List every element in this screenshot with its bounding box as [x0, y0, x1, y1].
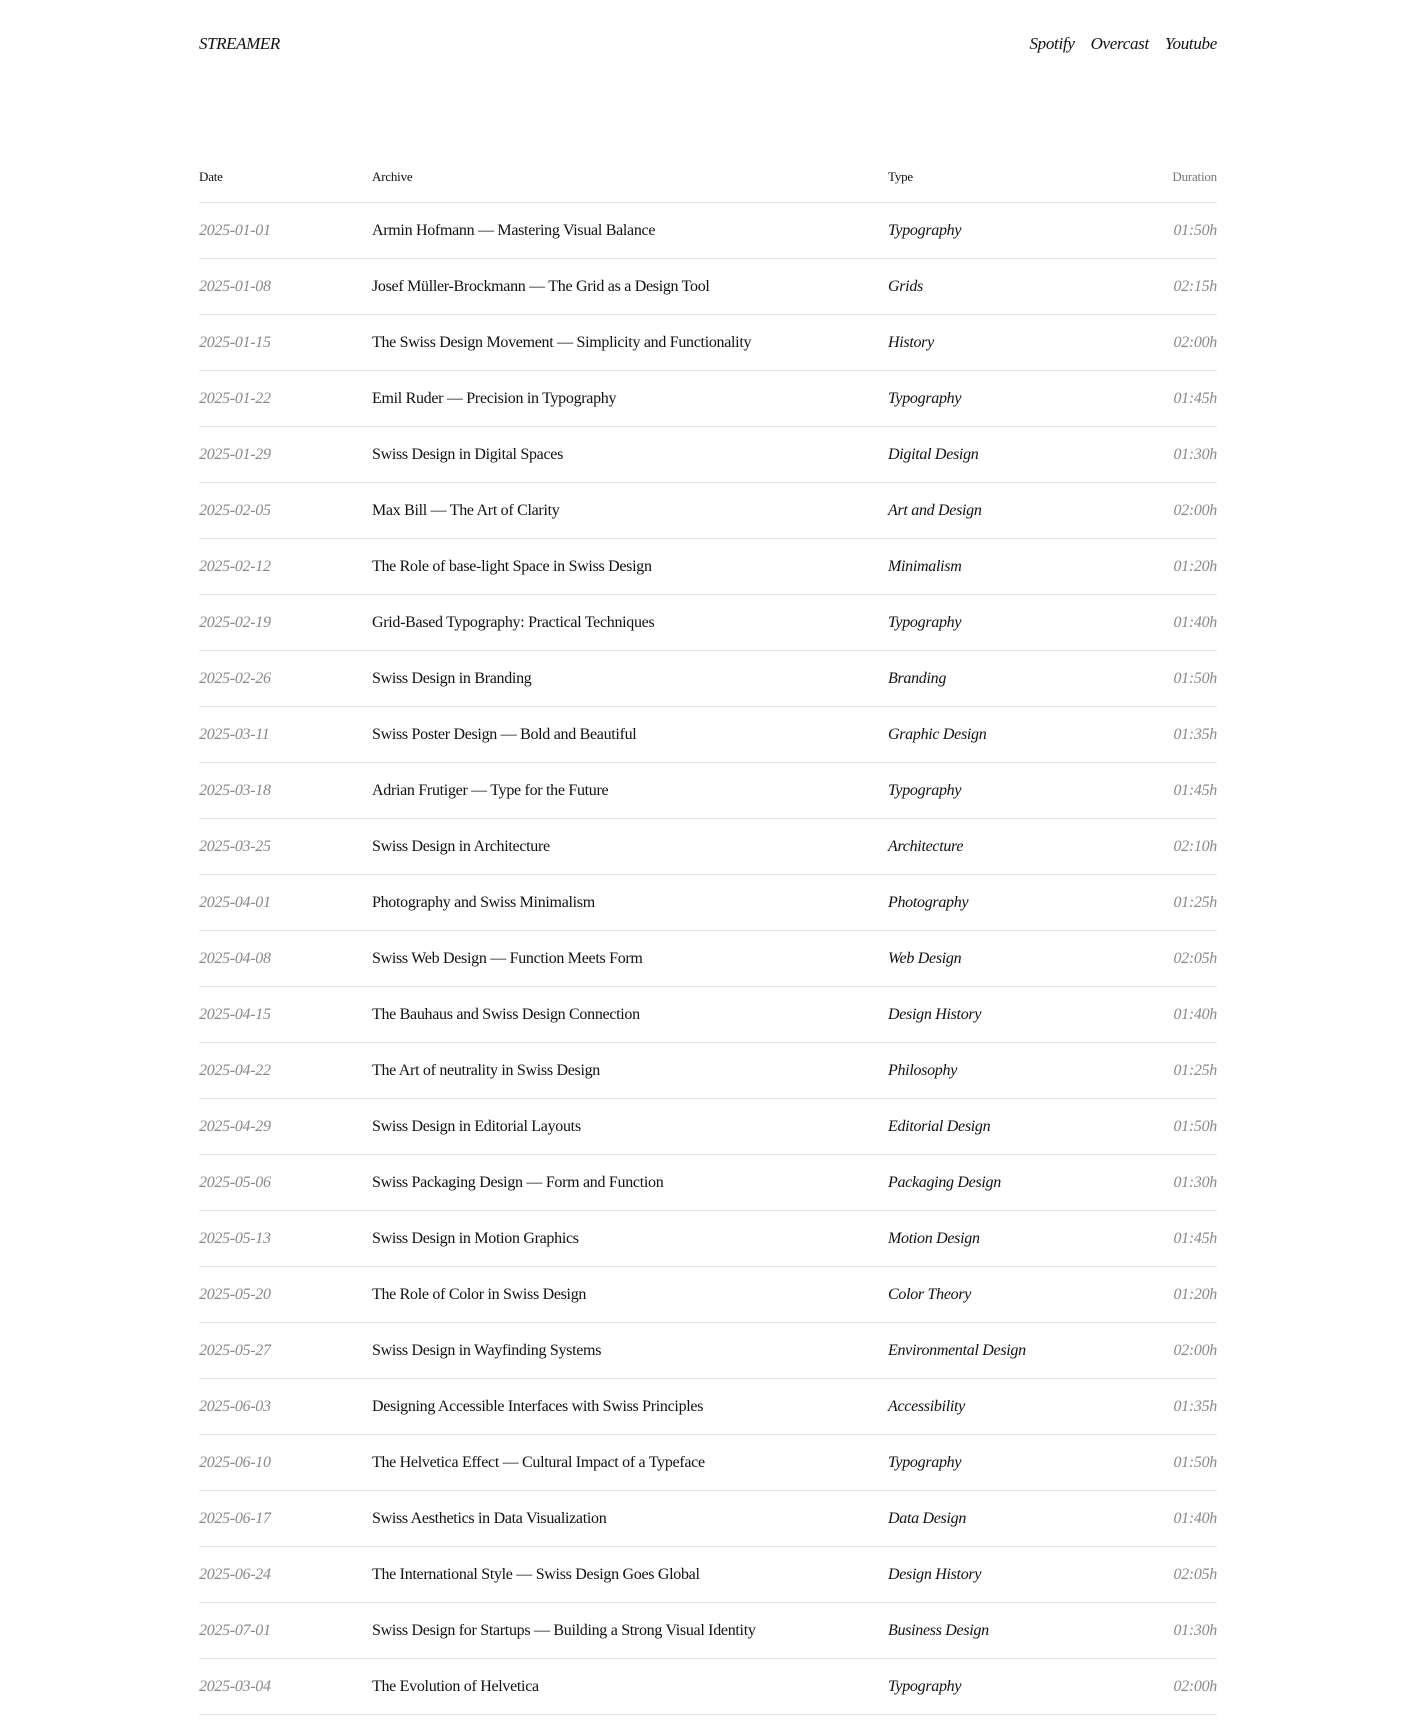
row-date: 2025-03-04 [199, 1677, 271, 1695]
row-duration: 01:40h [1173, 1509, 1217, 1527]
table-body [199, 203, 1217, 1715]
row-type: Minimalism [888, 557, 962, 575]
row-date: 2025-04-29 [199, 1117, 271, 1135]
row-date: 2025-06-10 [199, 1453, 271, 1471]
row-type: Branding [888, 669, 947, 687]
row-archive-title: Max Bill — The Art of Clarity [372, 501, 560, 519]
row-date: 2025-06-17 [199, 1509, 271, 1527]
row-type: Motion Design [888, 1229, 980, 1247]
row-archive-title: The Role of base-light Space in Swiss Design [372, 557, 652, 575]
table-row[interactable] [199, 875, 1217, 931]
row-date: 2025-04-22 [199, 1061, 271, 1079]
row-date: 2025-01-01 [199, 221, 271, 239]
row-type: Graphic Design [888, 725, 987, 743]
row-type: Editorial Design [888, 1117, 991, 1135]
row-archive-title: Swiss Poster Design — Bold and Beautiful [372, 725, 637, 743]
column-header-duration: Duration [1172, 169, 1217, 184]
row-duration: 01:35h [1173, 1397, 1217, 1415]
table-row[interactable] [199, 1323, 1217, 1379]
row-date: 2025-07-01 [199, 1621, 271, 1639]
row-date: 2025-01-15 [199, 333, 271, 351]
table-row[interactable] [199, 1267, 1217, 1323]
row-archive-title: Photography and Swiss Minimalism [372, 893, 595, 911]
row-archive-title: The Art of neutrality in Swiss Design [372, 1061, 600, 1079]
row-archive-title: Swiss Aesthetics in Data Visualization [372, 1509, 607, 1527]
row-type: Design History [888, 1565, 982, 1583]
row-type: Typography [888, 613, 962, 631]
table-row[interactable] [199, 1547, 1217, 1603]
table-row[interactable] [199, 1491, 1217, 1547]
column-header-date: Date [199, 169, 223, 184]
platform-nav [1029, 34, 1217, 54]
row-archive-title: Grid-Based Typography: Practical Techniques [372, 613, 655, 631]
row-type: Typography [888, 781, 962, 799]
row-duration: 01:40h [1173, 613, 1217, 631]
row-date: 2025-01-08 [199, 277, 271, 295]
nav-link-overcast[interactable]: Overcast [1090, 34, 1149, 53]
row-date: 2025-06-03 [199, 1397, 271, 1415]
row-duration: 01:20h [1173, 557, 1217, 575]
table-row[interactable] [199, 427, 1217, 483]
row-type: Packaging Design [888, 1173, 1001, 1191]
table-row[interactable] [199, 1155, 1217, 1211]
row-date: 2025-01-29 [199, 445, 271, 463]
table-row[interactable] [199, 651, 1217, 707]
site-header [199, 32, 1217, 56]
row-date: 2025-02-12 [199, 557, 271, 575]
row-type: Digital Design [888, 445, 979, 463]
row-archive-title: The Evolution of Helvetica [372, 1677, 539, 1695]
row-archive-title: The Role of Color in Swiss Design [372, 1285, 587, 1303]
row-archive-title: Swiss Design in Motion Graphics [372, 1229, 579, 1247]
row-date: 2025-04-15 [199, 1005, 271, 1023]
row-duration: 01:30h [1173, 1173, 1217, 1191]
row-archive-title: Swiss Design for Startups — Building a Strong Visual Identity [372, 1621, 756, 1639]
table-row[interactable] [199, 595, 1217, 651]
table-row[interactable] [199, 707, 1217, 763]
row-duration: 02:10h [1173, 837, 1217, 855]
row-duration: 01:25h [1173, 1061, 1217, 1079]
row-date: 2025-02-26 [199, 669, 271, 687]
row-type: Art and Design [888, 501, 982, 519]
row-archive-title: Swiss Design in Wayfinding Systems [372, 1341, 602, 1359]
table-row[interactable] [199, 483, 1217, 539]
row-duration: 02:00h [1173, 1341, 1217, 1359]
row-date: 2025-03-25 [199, 837, 271, 855]
row-type: Photography [888, 893, 969, 911]
table-row[interactable] [199, 1435, 1217, 1491]
row-duration: 01:35h [1173, 725, 1217, 743]
nav-link-spotify[interactable]: Spotify [1029, 34, 1075, 53]
row-archive-title: Swiss Design in Architecture [372, 837, 550, 855]
row-type: Web Design [888, 949, 962, 967]
row-duration: 01:50h [1173, 221, 1217, 239]
table-row[interactable] [199, 259, 1217, 315]
row-duration: 01:45h [1173, 781, 1217, 799]
row-duration: 01:40h [1173, 1005, 1217, 1023]
row-archive-title: Swiss Design in Branding [372, 669, 532, 687]
row-type: Business Design [888, 1621, 989, 1639]
row-date: 2025-02-05 [199, 501, 271, 519]
row-type: Accessibility [888, 1397, 965, 1415]
table-row[interactable] [199, 1099, 1217, 1155]
row-archive-title: Swiss Design in Editorial Layouts [372, 1117, 581, 1135]
row-type: Typography [888, 389, 962, 407]
table-row[interactable] [199, 1211, 1217, 1267]
row-duration: 02:00h [1173, 333, 1217, 351]
row-archive-title: Designing Accessible Interfaces with Swiss Principles [372, 1397, 704, 1415]
row-date: 2025-04-01 [199, 893, 271, 911]
row-date: 2025-04-08 [199, 949, 271, 967]
table-row[interactable] [199, 539, 1217, 595]
row-date: 2025-02-19 [199, 613, 271, 631]
table-row[interactable] [199, 203, 1217, 259]
table-row[interactable] [199, 1603, 1217, 1659]
row-type: History [888, 333, 934, 351]
row-date: 2025-05-06 [199, 1173, 271, 1191]
row-type: Typography [888, 1453, 962, 1471]
row-type: Typography [888, 221, 962, 239]
row-type: Design History [888, 1005, 982, 1023]
row-date: 2025-01-22 [199, 389, 271, 407]
table-row[interactable] [199, 819, 1217, 875]
row-archive-title: Swiss Design in Digital Spaces [372, 445, 563, 463]
table-row[interactable] [199, 987, 1217, 1043]
row-duration: 01:45h [1173, 389, 1217, 407]
row-duration: 01:30h [1173, 445, 1217, 463]
row-duration: 02:00h [1173, 1677, 1217, 1695]
table-row[interactable] [199, 315, 1217, 371]
row-archive-title: The Helvetica Effect — Cultural Impact of a Typeface [372, 1453, 705, 1471]
table-header [199, 160, 1217, 203]
row-duration: 01:25h [1173, 893, 1217, 911]
row-archive-title: Swiss Packaging Design — Form and Function [372, 1173, 664, 1191]
table-row[interactable] [199, 763, 1217, 819]
row-archive-title: The International Style — Swiss Design Goes Global [372, 1565, 700, 1583]
row-duration: 01:50h [1173, 1453, 1217, 1471]
row-archive-title: Armin Hofmann — Mastering Visual Balance [372, 221, 656, 239]
row-archive-title: Adrian Frutiger — Type for the Future [372, 781, 609, 799]
row-type: Typography [888, 1677, 962, 1695]
table-row[interactable] [199, 1659, 1217, 1715]
row-type: Color Theory [888, 1285, 972, 1303]
row-duration: 01:20h [1173, 1285, 1217, 1303]
nav-link-youtube[interactable]: Youtube [1164, 34, 1217, 53]
row-duration: 01:50h [1173, 669, 1217, 687]
row-date: 2025-03-18 [199, 781, 271, 799]
row-duration: 01:30h [1173, 1621, 1217, 1639]
archive-table [199, 160, 1217, 1715]
column-header-type: Type [888, 169, 914, 184]
row-archive-title: Emil Ruder — Precision in Typography [372, 389, 617, 407]
column-header-archive: Archive [372, 169, 413, 184]
table-row[interactable] [199, 1043, 1217, 1099]
row-duration: 02:15h [1173, 277, 1217, 295]
row-date: 2025-03-11 [199, 725, 270, 743]
row-date: 2025-05-27 [199, 1341, 271, 1359]
row-archive-title: Josef Müller-Brockmann — The Grid as a Design Tool [372, 277, 710, 295]
brand-logo[interactable]: STREAMER [199, 34, 280, 53]
row-archive-title: The Swiss Design Movement — Simplicity and Functionality [372, 333, 752, 351]
row-type: Architecture [888, 837, 964, 855]
row-duration: 01:50h [1173, 1117, 1217, 1135]
row-duration: 01:45h [1173, 1229, 1217, 1247]
row-duration: 02:00h [1173, 501, 1217, 519]
row-type: Environmental Design [888, 1341, 1026, 1359]
row-type: Grids [888, 277, 923, 295]
row-archive-title: Swiss Web Design — Function Meets Form [372, 949, 643, 967]
row-date: 2025-05-20 [199, 1285, 271, 1303]
row-type: Philosophy [888, 1061, 957, 1079]
row-duration: 02:05h [1173, 949, 1217, 967]
row-date: 2025-06-24 [199, 1565, 271, 1583]
row-duration: 02:05h [1173, 1565, 1217, 1583]
row-type: Data Design [888, 1509, 967, 1527]
table-row[interactable] [199, 931, 1217, 987]
row-date: 2025-05-13 [199, 1229, 271, 1247]
table-row[interactable] [199, 1379, 1217, 1435]
row-archive-title: The Bauhaus and Swiss Design Connection [372, 1005, 640, 1023]
table-row[interactable] [199, 371, 1217, 427]
